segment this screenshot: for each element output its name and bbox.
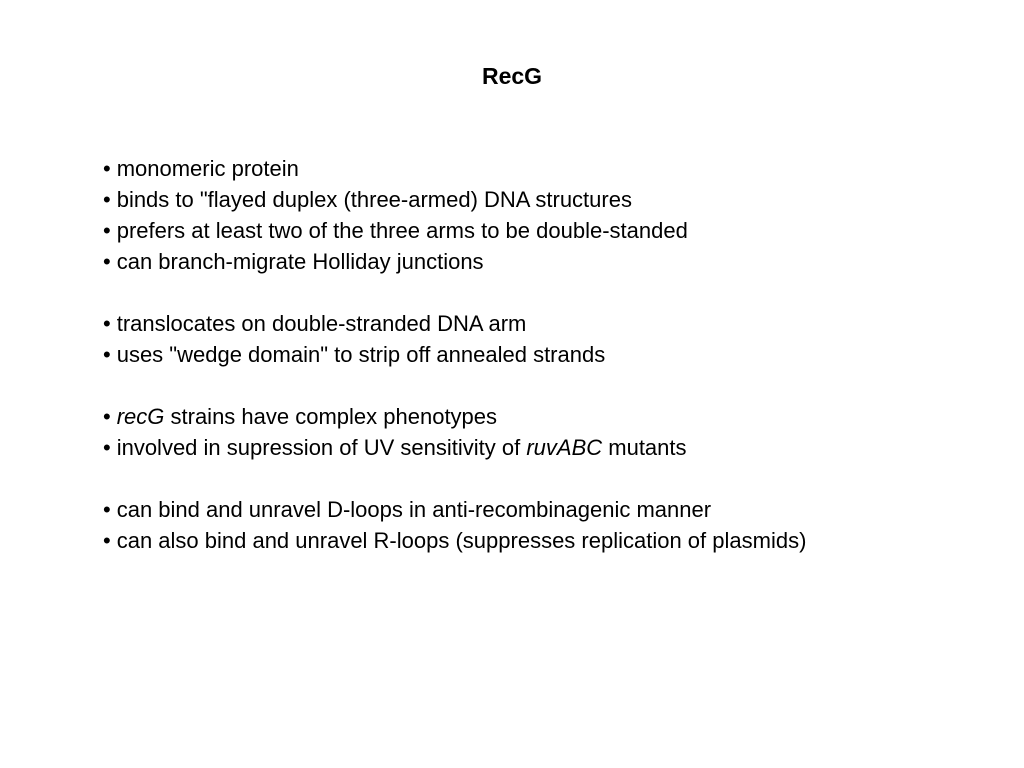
bullet-text: can branch-migrate Holliday junctions bbox=[116, 249, 484, 274]
bullet-list bbox=[103, 153, 983, 556]
bullet-text: involved in supression of UV sensitivity of bbox=[116, 435, 527, 460]
bullet-item bbox=[103, 308, 983, 339]
slide-title: RecG bbox=[481, 63, 543, 89]
bullet-glyph: • bbox=[103, 342, 111, 367]
bullet-item bbox=[103, 215, 983, 246]
bullet-glyph: • bbox=[103, 187, 111, 212]
bullet-item bbox=[103, 339, 983, 370]
bullet-item bbox=[103, 184, 983, 215]
bullet-text: uses "wedge domain" to strip off annealed strands bbox=[116, 342, 606, 367]
bullet-item bbox=[103, 246, 983, 277]
bullet-item bbox=[103, 494, 983, 525]
bullet-text: binds to "flayed duplex (three-armed) DNA structures bbox=[116, 187, 632, 212]
bullet-glyph: • bbox=[103, 156, 111, 181]
bullet-text: strains have complex phenotypes bbox=[164, 404, 498, 429]
bullet-item bbox=[103, 525, 983, 556]
bullet-glyph: • bbox=[103, 435, 111, 460]
bullet-glyph: • bbox=[103, 249, 111, 274]
bullet-item bbox=[103, 432, 983, 463]
bullet-text: can also bind and unravel R-loops (suppresses replication of plasmids) bbox=[116, 528, 807, 553]
bullet-text: mutants bbox=[602, 435, 687, 460]
bullet-text: can bind and unravel D-loops in anti-recombinagenic manner bbox=[116, 497, 712, 522]
bullet-text: monomeric protein bbox=[116, 156, 299, 181]
bullet-glyph: • bbox=[103, 404, 111, 429]
group-spacer bbox=[103, 370, 983, 401]
bullet-item bbox=[103, 401, 983, 432]
bullet-item bbox=[103, 153, 983, 184]
bullet-glyph: • bbox=[103, 497, 111, 522]
bullet-glyph: • bbox=[103, 218, 111, 243]
bullet-text: translocates on double-stranded DNA arm bbox=[116, 311, 527, 336]
group-spacer bbox=[103, 463, 983, 494]
bullet-glyph: • bbox=[103, 528, 111, 553]
gene-name-italic: recG bbox=[116, 404, 165, 429]
gene-name-italic: ruvABC bbox=[526, 435, 603, 460]
bullet-text: prefers at least two of the three arms to be double-standed bbox=[116, 218, 688, 243]
group-spacer bbox=[103, 277, 983, 308]
bullet-glyph: • bbox=[103, 311, 111, 336]
